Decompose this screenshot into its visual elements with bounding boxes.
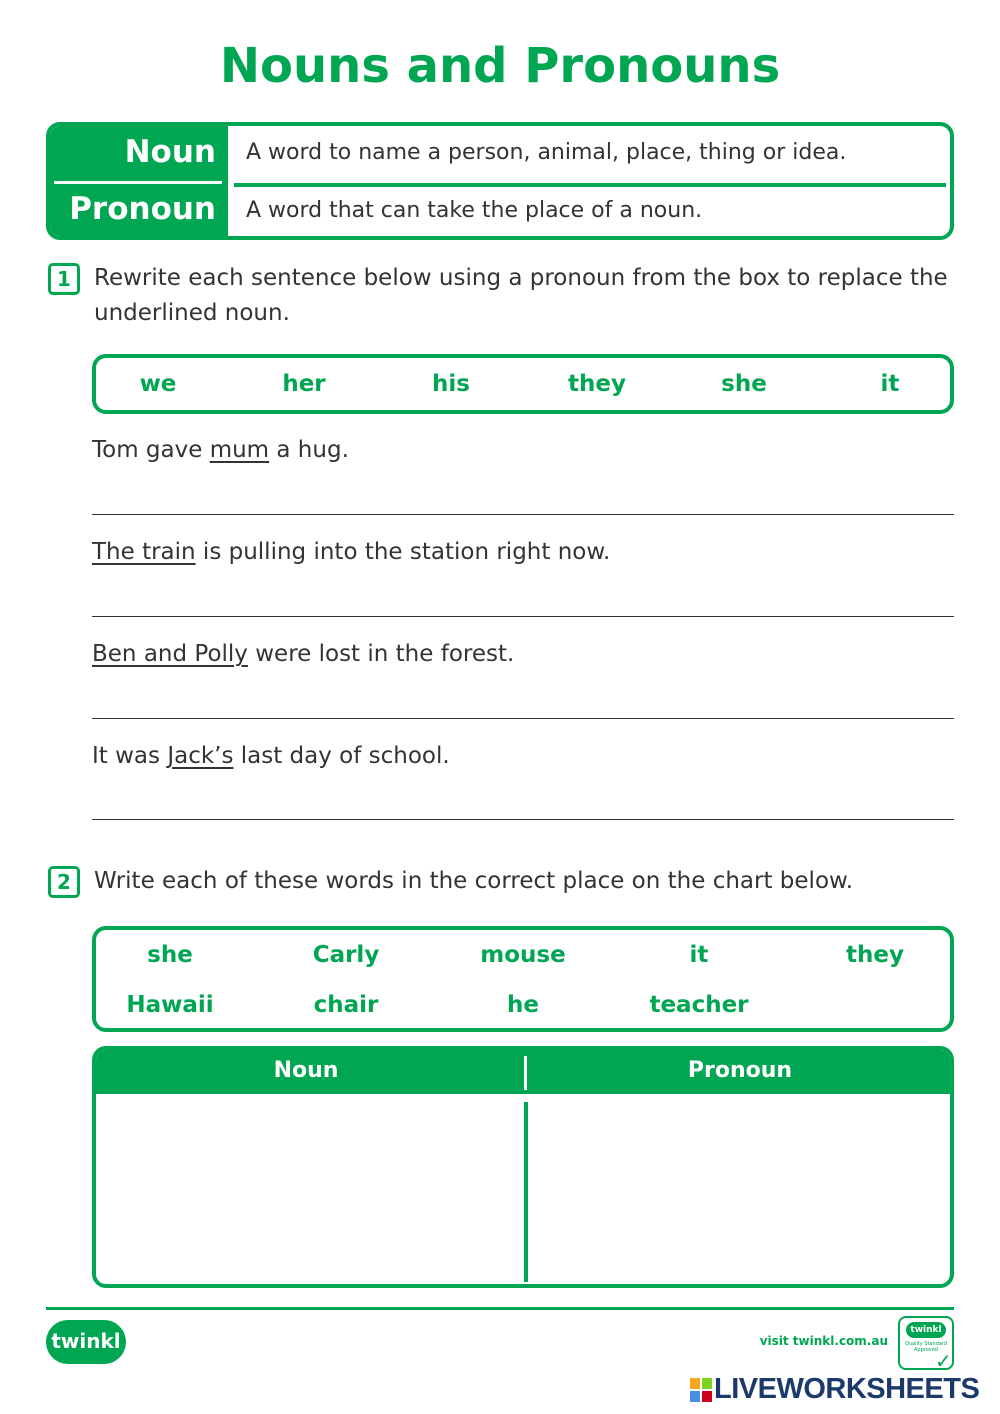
noun-pronoun-chart [92,1046,954,1288]
check-icon: ✓ [935,1349,952,1373]
pronoun-word-box [92,354,954,414]
sentence-1 [92,437,349,463]
definition-text-pronoun: A word that can take the place of a noun. [246,198,703,223]
liveworksheets-wordmark: LIVEWORKSHEETS [714,1373,980,1405]
sort-word: Hawaii [126,992,214,1018]
chart-header-divider [524,1056,527,1090]
chart-cell-pronoun[interactable] [528,1094,950,1284]
answer-line-3[interactable] [92,718,954,719]
definition-term-noun: Noun [124,134,216,170]
sort-word: mouse [480,942,566,968]
sort-word: he [507,992,539,1018]
definitions-term-column [50,126,228,236]
sentence-2 [92,539,610,565]
liveworksheets-squares-icon [690,1378,712,1402]
badge-text: Quality Standard Approved [904,1341,948,1353]
sort-word: chair [313,992,379,1018]
chart-cell-noun[interactable] [96,1094,524,1284]
question-1-instruction-line-1: Rewrite each sentence below using a pronoun from the box to replace the [94,265,948,291]
sort-word: it [689,942,709,968]
page-title: Nouns and Pronouns [219,38,781,94]
answer-line-1[interactable] [92,514,954,515]
sentence-text: were lost in the forest. [247,641,515,667]
answer-line-4[interactable] [92,819,954,820]
sentence-text: last day of school. [233,743,450,769]
sort-word: teacher [649,992,749,1018]
sentence-3 [92,641,514,667]
pronoun-word: she [721,371,767,397]
pronoun-word: her [282,371,326,397]
chart-header [96,1050,950,1094]
sentence-4 [92,743,450,769]
underlined-noun: The train [92,539,196,565]
question-1-instruction-line-2: underlined noun. [94,300,290,326]
sort-word: they [846,942,904,968]
footer-divider [46,1307,954,1310]
definitions-box [46,122,954,240]
visit-link[interactable]: visit twinkl.com.au [759,1334,888,1348]
definition-term-pronoun: Pronoun [69,191,216,227]
chart-header-pronoun: Pronoun [687,1058,793,1083]
definition-divider [234,183,946,187]
sentence-text: a hug. [269,437,349,463]
underlined-noun: Ben and Polly [92,641,248,667]
pronoun-word: we [139,371,177,397]
question-2-number: 2 [48,866,80,898]
sentence-text: is pulling into the station right now. [195,539,611,565]
pronoun-word: it [880,371,900,397]
chart-header-noun: Noun [273,1058,339,1083]
definition-text-noun: A word to name a person, animal, place, thing or idea. [246,140,847,165]
pronoun-word: they [568,371,626,397]
sort-word: she [147,942,193,968]
twinkl-logo: twinkl [46,1320,126,1364]
sentence-text: It was [92,743,168,769]
sort-word: Carly [312,942,380,968]
sort-word-box [92,926,954,1032]
badge-logo: twinkl [906,1322,946,1338]
term-divider [54,181,222,184]
question-1-number: 1 [48,263,80,295]
pronoun-word: his [432,371,470,397]
question-1-instruction [94,261,964,331]
underlined-noun: mum [209,437,270,463]
question-2-instruction: Write each of these words in the correct place on the chart below. [94,868,854,894]
answer-line-2[interactable] [92,616,954,617]
underlined-noun: Jack’s [167,743,234,769]
sentence-text: Tom gave [92,437,210,463]
